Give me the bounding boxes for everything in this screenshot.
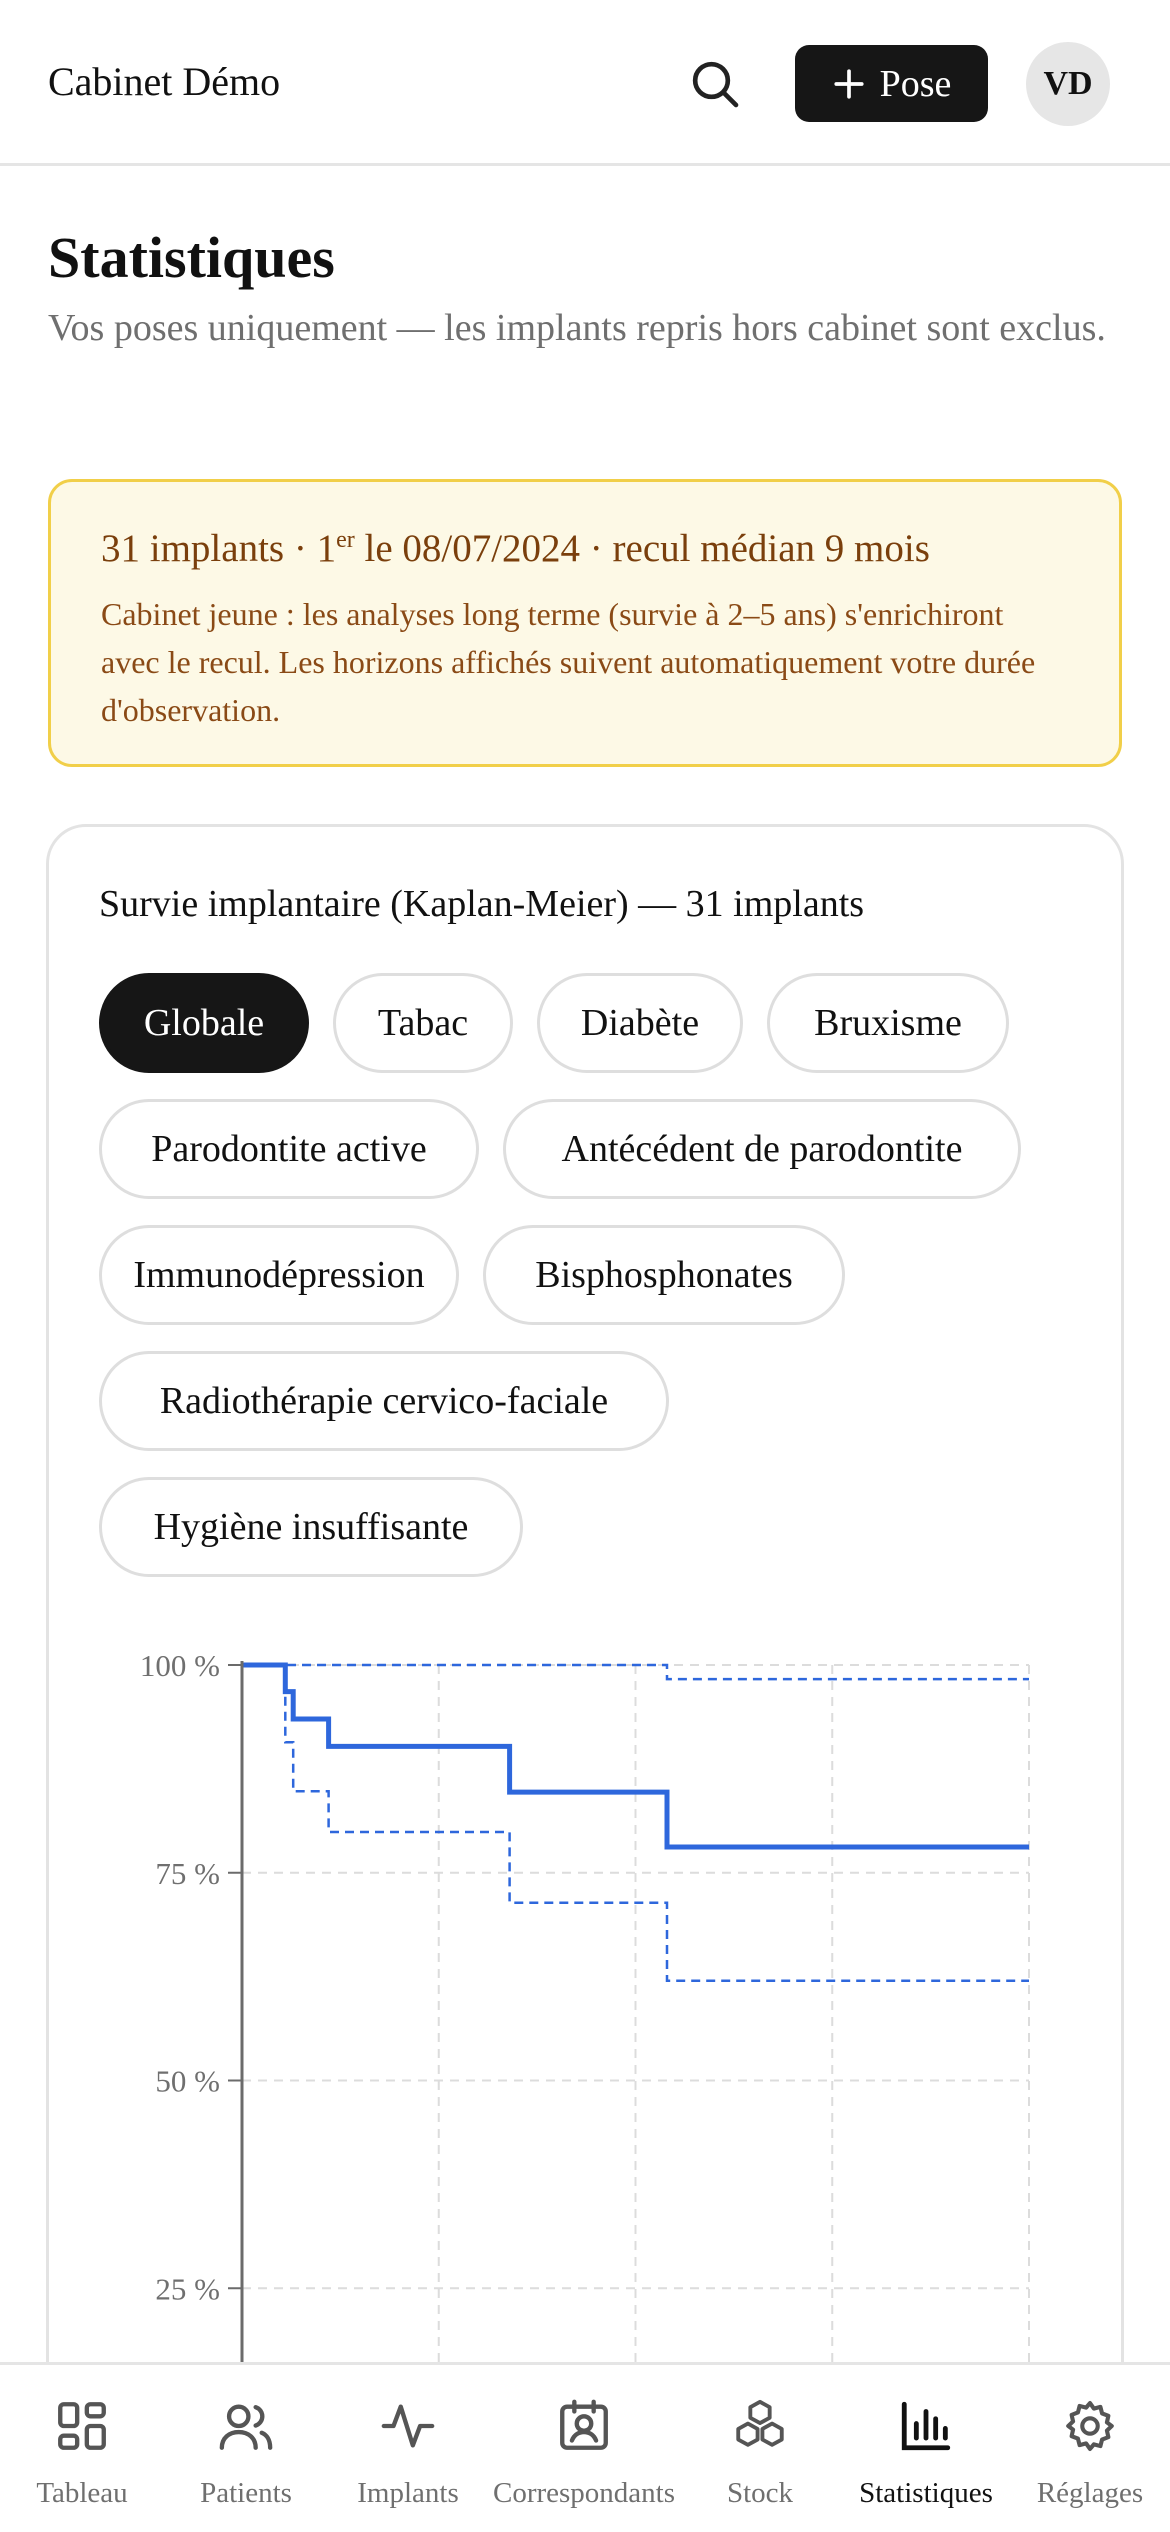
chip-tabac[interactable]: Tabac — [333, 973, 513, 1073]
dashboard-icon — [53, 2397, 111, 2455]
notice-date-followup: le 08/07/2024 · recul médian 9 mois — [354, 527, 930, 570]
nav-patients[interactable] — [176, 2365, 316, 2532]
y-tick-label: 75 % — [155, 1855, 220, 1891]
bottom-navigation — [0, 2362, 1170, 2532]
observation-notice — [48, 479, 1122, 767]
survival-card — [46, 824, 1124, 2532]
boxes-icon — [731, 2397, 789, 2455]
chip-immunodepression[interactable]: Immunodépression — [99, 1225, 459, 1325]
activity-icon — [379, 2397, 437, 2455]
nav-implants[interactable] — [340, 2365, 476, 2532]
gear-icon — [1061, 2397, 1119, 2455]
confidence-band-line — [242, 1665, 1029, 1981]
chart-series — [242, 1665, 1029, 1981]
contact-card-icon — [555, 2397, 613, 2455]
plus-icon — [832, 67, 866, 101]
nav-correspondants-label: Correspondants — [492, 2477, 676, 2509]
search-button[interactable] — [683, 52, 747, 116]
y-tick-label: 50 % — [155, 2063, 220, 2099]
notice-headline — [101, 526, 930, 571]
nav-reglages-label: Réglages — [1036, 2477, 1144, 2509]
chip-parodontite-active[interactable]: Parodontite active — [99, 1099, 479, 1199]
page-title: Statistiques — [48, 225, 335, 290]
nav-implants-label: Implants — [357, 2477, 459, 2509]
user-avatar[interactable]: VD — [1026, 42, 1110, 126]
page-subtitle: Vos poses uniquement — les implants repris hors cabinet sont exclus. — [48, 307, 1106, 349]
bar-chart-icon — [897, 2397, 955, 2455]
y-tick-label: 100 % — [139, 1648, 220, 1683]
chip-radiotherapie[interactable]: Radiothérapie cervico-faciale — [99, 1351, 669, 1451]
nav-tableau-label: Tableau — [36, 2477, 128, 2509]
chip-bruxisme[interactable]: Bruxisme — [767, 973, 1009, 1073]
search-icon — [687, 56, 743, 112]
nav-correspondants[interactable] — [484, 2365, 684, 2532]
survival-card-title: Survie implantaire (Kaplan-Meier) — 31 implants — [99, 883, 865, 925]
nav-patients-label: Patients — [200, 2477, 292, 2509]
notice-ordinal: er — [336, 527, 355, 553]
new-pose-label: Pose — [879, 62, 952, 105]
chip-hygiene-insuffisante[interactable]: Hygiène insuffisante — [99, 1477, 523, 1577]
chip-diabete[interactable]: Diabète — [537, 973, 743, 1073]
nav-statistiques[interactable] — [846, 2365, 1006, 2532]
practice-name: Cabinet Démo — [48, 59, 281, 104]
nav-statistiques-label: Statistiques — [859, 2477, 993, 2509]
nav-stock-label: Stock — [726, 2477, 794, 2509]
kaplan-meier-chart — [49, 1627, 1121, 2387]
top-header — [0, 0, 1170, 166]
chip-globale[interactable]: Globale — [99, 973, 309, 1073]
nav-stock[interactable] — [700, 2365, 820, 2532]
notice-count: 31 implants · 1 — [101, 527, 337, 570]
new-pose-button[interactable] — [795, 45, 988, 122]
nav-tableau[interactable] — [10, 2365, 154, 2532]
chip-antecedent-parodontite[interactable]: Antécédent de parodontite — [503, 1099, 1021, 1199]
y-tick-label: 25 % — [155, 2271, 220, 2307]
notice-body: Cabinet jeune : les analyses long terme (survie à 2–5 ans) s'enrichiront avec le recul. Les horizons affichés suivent automatiquement votre durée d'observation. — [101, 596, 1036, 728]
nav-reglages[interactable] — [1026, 2365, 1154, 2532]
users-icon — [217, 2397, 275, 2455]
chip-bisphosphonates[interactable]: Bisphosphonates — [483, 1225, 845, 1325]
y-axis-ticks — [140, 1648, 242, 2306]
survival-curve — [242, 1665, 1029, 1847]
chart-grid — [242, 1665, 1029, 2387]
